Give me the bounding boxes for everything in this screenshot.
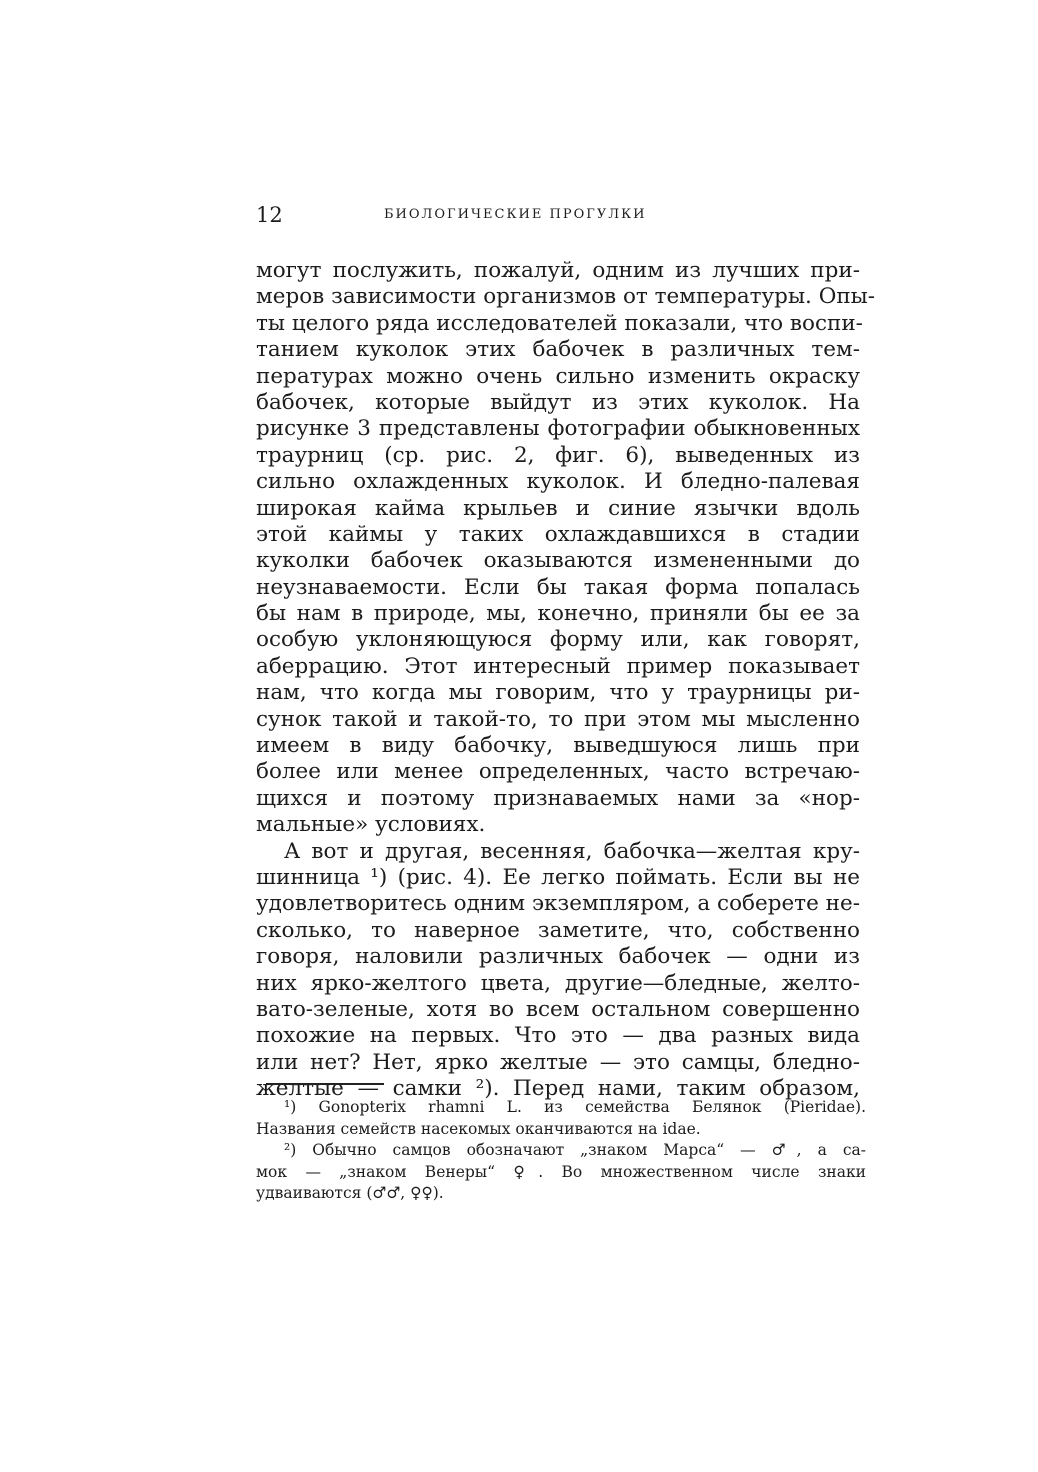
text-line: желтые — самки ²). Перед нами, таким образом,	[256, 1076, 860, 1102]
text-line: этой каймы у таких охлаждавшихся в стадии	[256, 521, 860, 547]
text-line: бабочек, которые выйдут из этих куколок. На	[256, 389, 860, 415]
text-line: удовлетворитесь одним экземпляром, а соберете не-	[256, 891, 860, 917]
text-line: мальные» условиях.	[256, 812, 486, 838]
text-line: похожие на первых. Что это — два разных вида	[256, 1023, 860, 1049]
text-line: пературах можно очень сильно изменить окраску	[256, 363, 860, 389]
text-line: имеем в виду бабочку, выведшуюся лишь при	[256, 733, 860, 759]
text-line: вато-зеленые, хотя во всем остальном совершенно	[256, 996, 860, 1022]
text-line: них ярко-желтого цвета, другие—бледные, желто-	[256, 970, 860, 996]
body-text	[256, 258, 876, 1103]
text-line: щихся и поэтому признаваемых нами за «нор-	[256, 785, 860, 811]
text-line: А вот и другая, весенняя, бабочка—желтая кру-	[284, 838, 860, 864]
footnote-line: ¹) Gonopterix rhamni L. из семейства Белянок (Pieridae).	[284, 1098, 866, 1116]
footnote-line: удваиваются (♂♂, ♀♀).	[256, 1184, 444, 1202]
text-line: более или менее определенных, часто встречаю-	[256, 759, 860, 785]
text-line: особую уклоняющуюся форму или, как говорят,	[256, 627, 860, 653]
footnote-line: Названия семейств насекомых оканчиваются на idae.	[256, 1119, 701, 1138]
text-line: сунок такой и такой-то, то при этом мы мысленно	[256, 706, 860, 732]
running-title: БИОЛОГИЧЕСКИЕ ПРОГУЛКИ	[384, 207, 647, 222]
text-line: сколько, то наверное заметите, что, собственно	[256, 917, 860, 943]
text-line: рисунке 3 представлены фотографии обыкновенных	[256, 416, 860, 442]
footnote-line: ²) Обычно самцов обозначают „знаком Марса“ — ♂, а са-	[284, 1141, 866, 1159]
footnote-rule	[266, 1083, 384, 1085]
text-line: куколки бабочек оказываются измененными до	[256, 548, 860, 574]
text-line: меров зависимости организмов от температуры. Опы-	[256, 284, 876, 310]
text-line: могут послужить, пожалуй, одним из лучших при-	[256, 258, 860, 283]
text-line: бы нам в природе, мы, конечно, приняли бы ее за	[256, 601, 860, 627]
text-line: танием куколок этих бабочек в различных тем-	[256, 337, 860, 363]
text-line: или нет? Нет, ярко желтые — это самцы, бледно-	[256, 1049, 860, 1075]
page-number: 12	[256, 203, 283, 227]
text-line: аберрацию. Этот интересный пример показывает	[256, 653, 860, 679]
text-line: нам, что когда мы говорим, что у траурницы ри-	[256, 680, 860, 706]
page-header	[256, 203, 868, 233]
text-line: говоря, наловили различных бабочек — одни из	[256, 944, 860, 970]
text-line: ты целого ряда исследователей показали, что воспи-	[256, 310, 863, 336]
text-line: сильно охлажденных куколок. И бледно-палевая	[256, 469, 860, 495]
footnotes	[256, 1097, 866, 1205]
text-line: шинница ¹) (рис. 4). Ее легко поймать. Если вы не	[256, 864, 860, 890]
footnote-line: мок — „знаком Венеры“ ♀. Во множественном числе знаки	[256, 1162, 866, 1181]
text-line: широкая кайма крыльев и синие язычки вдоль	[256, 495, 860, 521]
text-line: траурниц (ср. рис. 2, фиг. 6), выведенных из	[256, 442, 860, 468]
text-line: неузнаваемости. Если бы такая форма попалась	[256, 574, 860, 600]
